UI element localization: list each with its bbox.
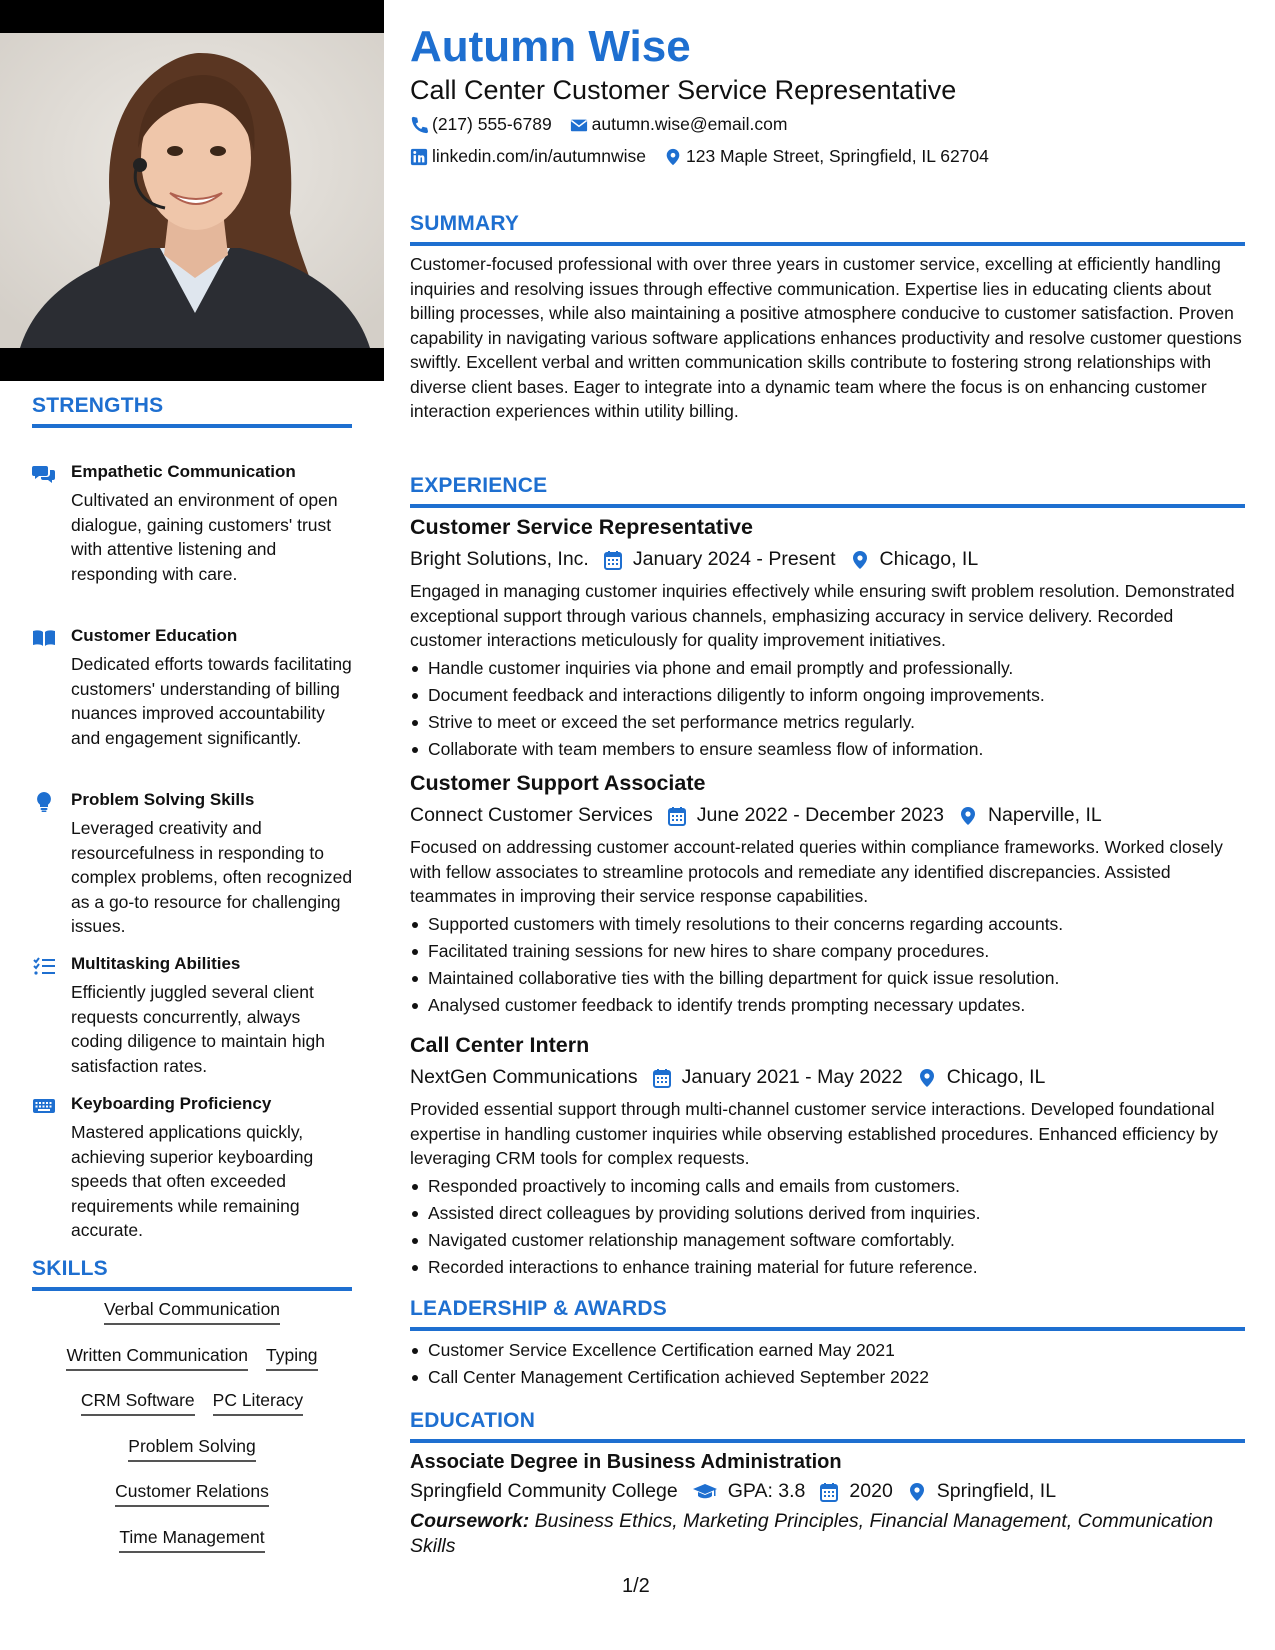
degree-title: Associate Degree in Business Administration [410, 1451, 842, 1473]
job-description: Engaged in managing customer inquiries effectively while ensuring swift problem resolution. Demonstrated exceptional support through various channels, emphasizing accuracy in service delivery. Recorded customer interactions meticulously for quality improvement initiatives. [410, 581, 1235, 650]
list-item: Navigated customer relationship management software comfortably. [410, 1227, 1245, 1254]
candidate-name: Autumn Wise [410, 22, 691, 71]
strength-description: Cultivated an environment of open dialogue, gaining customers' trust with attentive listening and responding with care. [71, 490, 338, 584]
list-item: Call Center Management Certification achieved September 2022 [410, 1364, 1245, 1391]
list-item: Analysed customer feedback to identify trends prompting necessary updates. [410, 992, 1245, 1019]
strength-description: Dedicated efforts towards facilitating customers' understanding of billing nuances improved accountability and engagement significantly. [71, 654, 352, 748]
lightbulb-icon [32, 792, 56, 812]
skill-tag: Problem Solving [128, 1434, 255, 1462]
graduation-cap-icon [692, 1482, 718, 1502]
job-meta [410, 804, 1245, 827]
strength-title: Problem Solving Skills [71, 790, 255, 809]
job-bullets [410, 655, 1245, 763]
skills-list [32, 1297, 352, 1570]
education-section [410, 1409, 1245, 1559]
education-meta [410, 1480, 1245, 1503]
job-title: Customer Service Representative [410, 515, 753, 539]
job-dates: January 2021 - May 2022 [681, 1066, 903, 1088]
keyboard-icon [32, 1096, 56, 1116]
map-pin-icon [958, 806, 978, 826]
gpa: GPA: 3.8 [727, 1480, 806, 1502]
contact-row [410, 146, 1007, 167]
calendar-icon [667, 806, 687, 826]
list-item: Maintained collaborative ties with the billing department for quick issue resolution. [410, 965, 1245, 992]
strength-title: Customer Education [71, 626, 238, 645]
job-dates: June 2022 - December 2023 [696, 804, 944, 826]
map-pin-icon [850, 550, 870, 570]
section-divider [32, 424, 352, 428]
calendar-icon [819, 1482, 839, 1502]
skill-tag: CRM Software [81, 1388, 195, 1416]
strength-description: Efficiently juggled several client requests concurrently, always coding diligence to maintain high satisfaction rates. [71, 982, 325, 1076]
book-icon [32, 628, 56, 648]
profile-photo [0, 0, 384, 381]
address-text: 123 Maple Street, Springfield, IL 62704 [686, 146, 989, 166]
list-item: Facilitated training sessions for new hires to share company procedures. [410, 938, 1245, 965]
job-entry [410, 1033, 1245, 1281]
job-title: Call Center Intern [410, 1033, 590, 1057]
skill-tag: PC Literacy [213, 1388, 303, 1416]
calendar-icon [603, 550, 623, 570]
graduation-year: 2020 [849, 1480, 893, 1502]
job-bullets [410, 1173, 1245, 1281]
section-divider [32, 1287, 352, 1291]
strength-title: Keyboarding Proficiency [71, 1094, 272, 1113]
strength-description: Leveraged creativity and resourcefulness in responding to complex problems, often recognized as a go-to resource for challenging issues. [71, 818, 353, 936]
email-text[interactable]: autumn.wise@email.com [591, 114, 788, 134]
contact-row [410, 114, 805, 135]
section-divider [410, 504, 1245, 508]
map-pin-icon [664, 148, 682, 166]
job-location: Chicago, IL [946, 1066, 1046, 1088]
awards-list [410, 1337, 1245, 1391]
section-divider [410, 242, 1245, 246]
company-name: NextGen Communications [410, 1066, 638, 1088]
section-divider [410, 1327, 1245, 1331]
section-divider [410, 1439, 1245, 1443]
summary-section [410, 212, 1245, 424]
left-column [0, 0, 384, 1650]
skill-tag: Typing [266, 1343, 318, 1371]
skill-tag: Verbal Communication [104, 1297, 280, 1325]
skills-title: SKILLS [32, 1257, 108, 1280]
phone-text: (217) 555-6789 [432, 114, 552, 134]
experience-section [410, 474, 1245, 508]
phone-contact [410, 114, 552, 135]
comments-icon [32, 464, 56, 484]
company-name: Connect Customer Services [410, 804, 653, 826]
candidate-title: Call Center Customer Service Representative [410, 75, 957, 105]
education-title: EDUCATION [410, 1409, 536, 1432]
envelope-icon [570, 116, 588, 134]
task-list-icon [32, 956, 56, 976]
list-item: Responded proactively to incoming calls and emails from customers. [410, 1173, 1245, 1200]
job-meta [410, 1066, 1245, 1089]
job-dates: January 2024 - Present [632, 548, 836, 570]
list-item: Supported customers with timely resolutions to their concerns regarding accounts. [410, 911, 1245, 938]
job-meta [410, 548, 1245, 571]
email-contact[interactable] [570, 114, 788, 135]
list-item: Document feedback and interactions diligently to inform ongoing improvements. [410, 682, 1245, 709]
list-item: Recorded interactions to enhance training material for future reference. [410, 1254, 1245, 1281]
skills-section [32, 1257, 352, 1291]
coursework-label: Coursework: [410, 1510, 530, 1532]
strength-title: Empathetic Communication [71, 462, 296, 481]
coursework [410, 1509, 1245, 1559]
job-entry [410, 515, 1245, 763]
linkedin-text[interactable]: linkedin.com/in/autumnwise [432, 146, 646, 166]
job-location: Naperville, IL [987, 804, 1102, 826]
job-location: Chicago, IL [879, 548, 979, 570]
education-location: Springfield, IL [936, 1480, 1057, 1502]
leadership-section [410, 1297, 1245, 1391]
coursework-text: Business Ethics, Marketing Principles, Financial Management, Communication Skills [410, 1510, 1214, 1557]
linkedin-icon [410, 148, 428, 166]
list-item: Handle customer inquiries via phone and email promptly and professionally. [410, 655, 1245, 682]
school-name: Springfield Community College [410, 1480, 678, 1502]
page-number: 1/2 [622, 1575, 650, 1597]
company-name: Bright Solutions, Inc. [410, 548, 589, 570]
leadership-title: LEADERSHIP & AWARDS [410, 1297, 667, 1320]
experience-title: EXPERIENCE [410, 474, 548, 497]
strengths-title: STRENGTHS [32, 394, 164, 417]
list-item: Collaborate with team members to ensure seamless flow of information. [410, 736, 1245, 763]
strengths-section [32, 394, 352, 428]
phone-icon [410, 116, 428, 134]
summary-text: Customer-focused professional with over three years in customer service, excelling at efficiently handling inquiries and resolving issues through effective communication. Expertise lies in educating clients about billing processes, while also maintaining a positive atmosphere conducive to customer satisfaction. Proven capability in navigating various software applications enhances productivity and resolve customer questions swiftly. Excellent verbal and written communication skills contribute to fostering strong relationships with diverse client bases. Eager to integrate into a dynamic team where the focus is on enhancing customer interaction experiences within utility billing. [410, 254, 1242, 421]
job-bullets [410, 911, 1245, 1019]
job-title: Customer Support Associate [410, 771, 706, 795]
linkedin-contact[interactable] [410, 146, 646, 167]
summary-title: SUMMARY [410, 212, 520, 235]
calendar-icon [652, 1068, 672, 1088]
address-contact [664, 146, 989, 167]
list-item: Customer Service Excellence Certification earned May 2021 [410, 1337, 1245, 1364]
job-description: Focused on addressing customer account-related queries within compliance frameworks. Worked closely with fellow associates to streamline protocols and remediate any identified discrepancies. Assisted teammates in improving their service response capabilities. [410, 837, 1223, 906]
skill-tag: Time Management [119, 1525, 264, 1553]
strength-description: Mastered applications quickly, achieving superior keyboarding speeds that often exceeded requirements while remaining accurate. [71, 1122, 314, 1240]
list-item: Strive to meet or exceed the set performance metrics regularly. [410, 709, 1245, 736]
map-pin-icon [917, 1068, 937, 1088]
skill-tag: Written Communication [66, 1343, 248, 1371]
job-entry [410, 771, 1245, 1019]
strength-title: Multitasking Abilities [71, 954, 241, 973]
map-pin-icon [907, 1482, 927, 1502]
job-description: Provided essential support through multi-channel customer service interactions. Developed foundational expertise in handling customer inquiries while observing established procedures. Enhanced efficiency by leveraging CRM tools for complex requests. [410, 1099, 1219, 1168]
list-item: Assisted direct colleagues by providing solutions derived from inquiries. [410, 1200, 1245, 1227]
skill-tag: Customer Relations [115, 1479, 269, 1507]
